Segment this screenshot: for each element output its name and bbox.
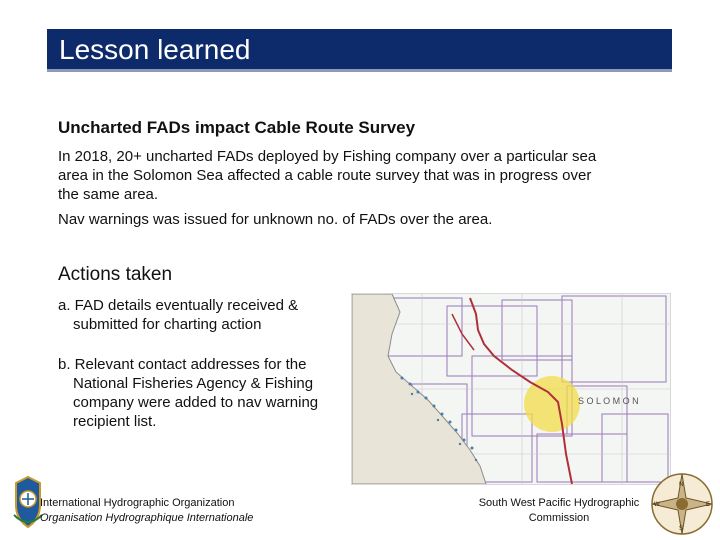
iho-name-fr: Organisation Hydrographique Internationale [40,512,254,524]
action-a-line-1: a. FAD details eventually received & [58,297,299,314]
action-b-line-4: recipient list. [73,413,157,430]
action-b-line-2: National Fisheries Agency & Fishing [73,375,314,392]
action-b-line-1: b. Relevant contact addresses for the [58,356,307,373]
swphc-logo [646,468,718,540]
paragraph-1-line-2: area in the Solomon Sea affected a cable route survey that was in progress over [58,167,592,184]
svg-text:E: E [706,502,711,508]
svg-text:S: S [679,526,684,532]
swphc-name [472,496,646,526]
paragraph-1 [58,147,658,204]
section-heading: Uncharted FADs impact Cable Route Survey [58,118,416,137]
swphc-line-1: South West Pacific Hydrographic [478,497,640,509]
action-a-line-2: submitted for charting action [73,316,262,333]
slide-title: Lesson learned [59,34,251,65]
action-b-line-3: company were added to nav warning [73,394,319,411]
iho-name [40,496,253,526]
actions-heading: Actions taken [58,264,173,285]
nautical-chart-map [351,293,671,485]
action-item-a [58,296,348,334]
swphc-line-2: Commission [528,512,590,524]
svg-text:N: N [679,482,684,488]
action-item-b [58,355,348,431]
paragraph-1-line-1: In 2018, 20+ uncharted FADs deployed by Fishing company over a particular sea [58,148,597,165]
chart-graphic [352,294,670,484]
svg-text:W: W [654,502,660,508]
map-sea-label: S O L O M O N [578,396,639,406]
paragraph-1-line-3: the same area. [58,186,159,203]
title-bar [47,29,672,72]
paragraph-2: Nav warnings was issued for unknown no. of FADs over the area. [58,211,493,228]
iho-name-en: International Hydrographic Organization [40,497,235,509]
